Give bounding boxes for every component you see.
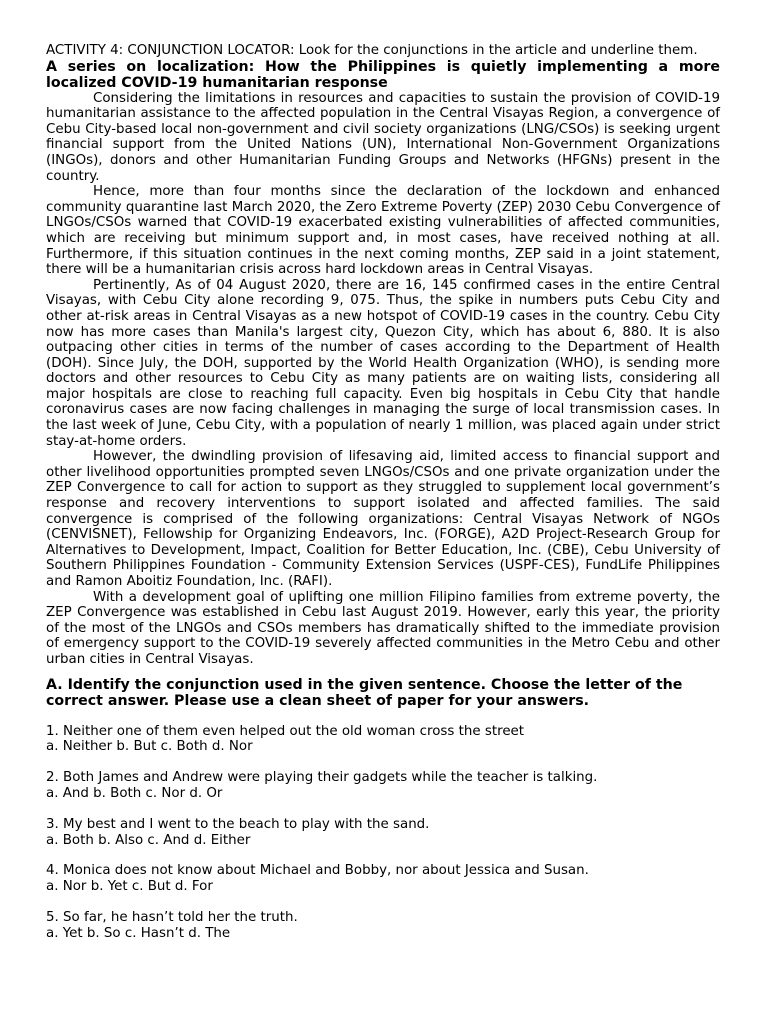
article-paragraph: Considering the limitations in resources and capacities to sustain the provision of COVID-19 humanitarian assistance to the affected population in the Central Visayas Region, a convergence of Cebu City-based local non-government and civil society organizations (LNG/CSOs) is seeking urgent financial support from the United Nations (UN), International Non-Government Organizations (INGOs), donors and other Humanitarian Funding Groups and Networks (HFGNs) present in the country. [46, 90, 720, 184]
activity-instruction: ACTIVITY 4: CONJUNCTION LOCATOR: Look for the conjunctions in the article and underline them. [46, 43, 698, 58]
article-paragraph: Hence, more than four months since the declaration of the lockdown and enhanced community quarantine last March 2020, the Zero Extreme Poverty (ZEP) 2030 Cebu Convergence of LNGOs/CSOs warned that COVID-19 exacerbated existing vulnerabilities of affected communities, which are receiving but minimum support and, in most cases, have received nothing at all. Furthermore, if this situation continues in the next coming months, ZEP said in a joint statement, there will be a humanitarian crisis across hard lockdown areas in Central Visayas. [46, 184, 720, 278]
question-item [46, 770, 720, 802]
question-item [46, 817, 720, 849]
question-text: 5. So far, he hasn’t told her the truth. [46, 909, 298, 925]
question-item [46, 910, 720, 942]
question-text: 3. My best and I went to the beach to play with the sand. [46, 816, 430, 832]
question-item [46, 863, 720, 895]
question-options: a. Neither b. But c. Both d. Nor [46, 739, 253, 755]
document-page [46, 43, 720, 942]
question-text: 2. Both James and Andrew were playing their gadgets while the teacher is talking. [46, 770, 598, 786]
question-options: a. Nor b. Yet c. But d. For [46, 879, 213, 895]
question-text: 1. Neither one of them even helped out the old woman cross the street [46, 723, 525, 739]
question-options: a. And b. Both c. Nor d. Or [46, 785, 223, 801]
exercise-heading: A. Identify the conjunction used in the given sentence. Choose the letter of the correct answer. Please use a clean sheet of paper for your answers. [46, 676, 683, 709]
question-options: a. Both b. Also c. And d. Either [46, 832, 251, 848]
article-title: A series on localization: How the Philippines is quietly implementing a more localized COVID-19 humanitarian response [46, 58, 720, 91]
article-paragraph: With a development goal of uplifting one million Filipino families from extreme poverty, the ZEP Convergence was established in Cebu last August 2019. However, early this year, the priority of the most of the LNGOs and CSOs members has dramatically shifted to the immediate provision of emergency support to the COVID-19 severely affected communities in the Metro Cebu and other urban cities in Central Visayas. [46, 589, 720, 667]
question-text: 4. Monica does not know about Michael and Bobby, nor about Jessica and Susan. [46, 863, 589, 879]
question-options: a. Yet b. So c. Hasn’t d. The [46, 925, 231, 941]
article-paragraph: Pertinently, As of 04 August 2020, there are 16, 145 confirmed cases in the entire Central Visayas, with Cebu City alone recording 9, 075. Thus, the spike in numbers puts Cebu City and other at-risk areas in Central Visayas as a new hotspot of COVID-19 cases in the country. Cebu City now has more cases than Manila's largest city, Quezon City, which has about 6, 880. It is also outpacing other cities in terms of the number of cases according to the Department of Health (DOH). Since July, the DOH, supported by the World Health Organization (WHO), is sending more doctors and other resources to Cebu City as many patients are on waiting lists, considering all major hospitals are close to reaching full capacity. Even big hospitals in Cebu City that handle coronavirus cases are now facing challenges in managing the surge of local transmission cases. In the last week of June, Cebu City, with a population of nearly 1 million, was placed again under strict stay-at-home orders. [46, 277, 720, 449]
article-paragraph: However, the dwindling provision of lifesaving aid, limited access to financial support and other livelihood opportunities prompted seven LNGOs/CSOs and one private organization under the ZEP Convergence to call for action to support as they struggled to supplement local government’s response and recovery interventions to support isolated and affected families. The said convergence is comprised of the following organizations: Central Visayas Network of NGOs (CENVISNET), Fellowship for Organizing Endeavors, Inc. (FORGE), A2D Project-Research Group for Alternatives to Development, Impact, Coalition for Better Education, Inc. (CBE), Cebu University of Southern Philippines Foundation - Community Extension Services (USPF-CES), FundLife Philippines and Ramon Aboitiz Foundation, Inc. (RAFI). [46, 449, 720, 589]
question-item [46, 724, 720, 756]
